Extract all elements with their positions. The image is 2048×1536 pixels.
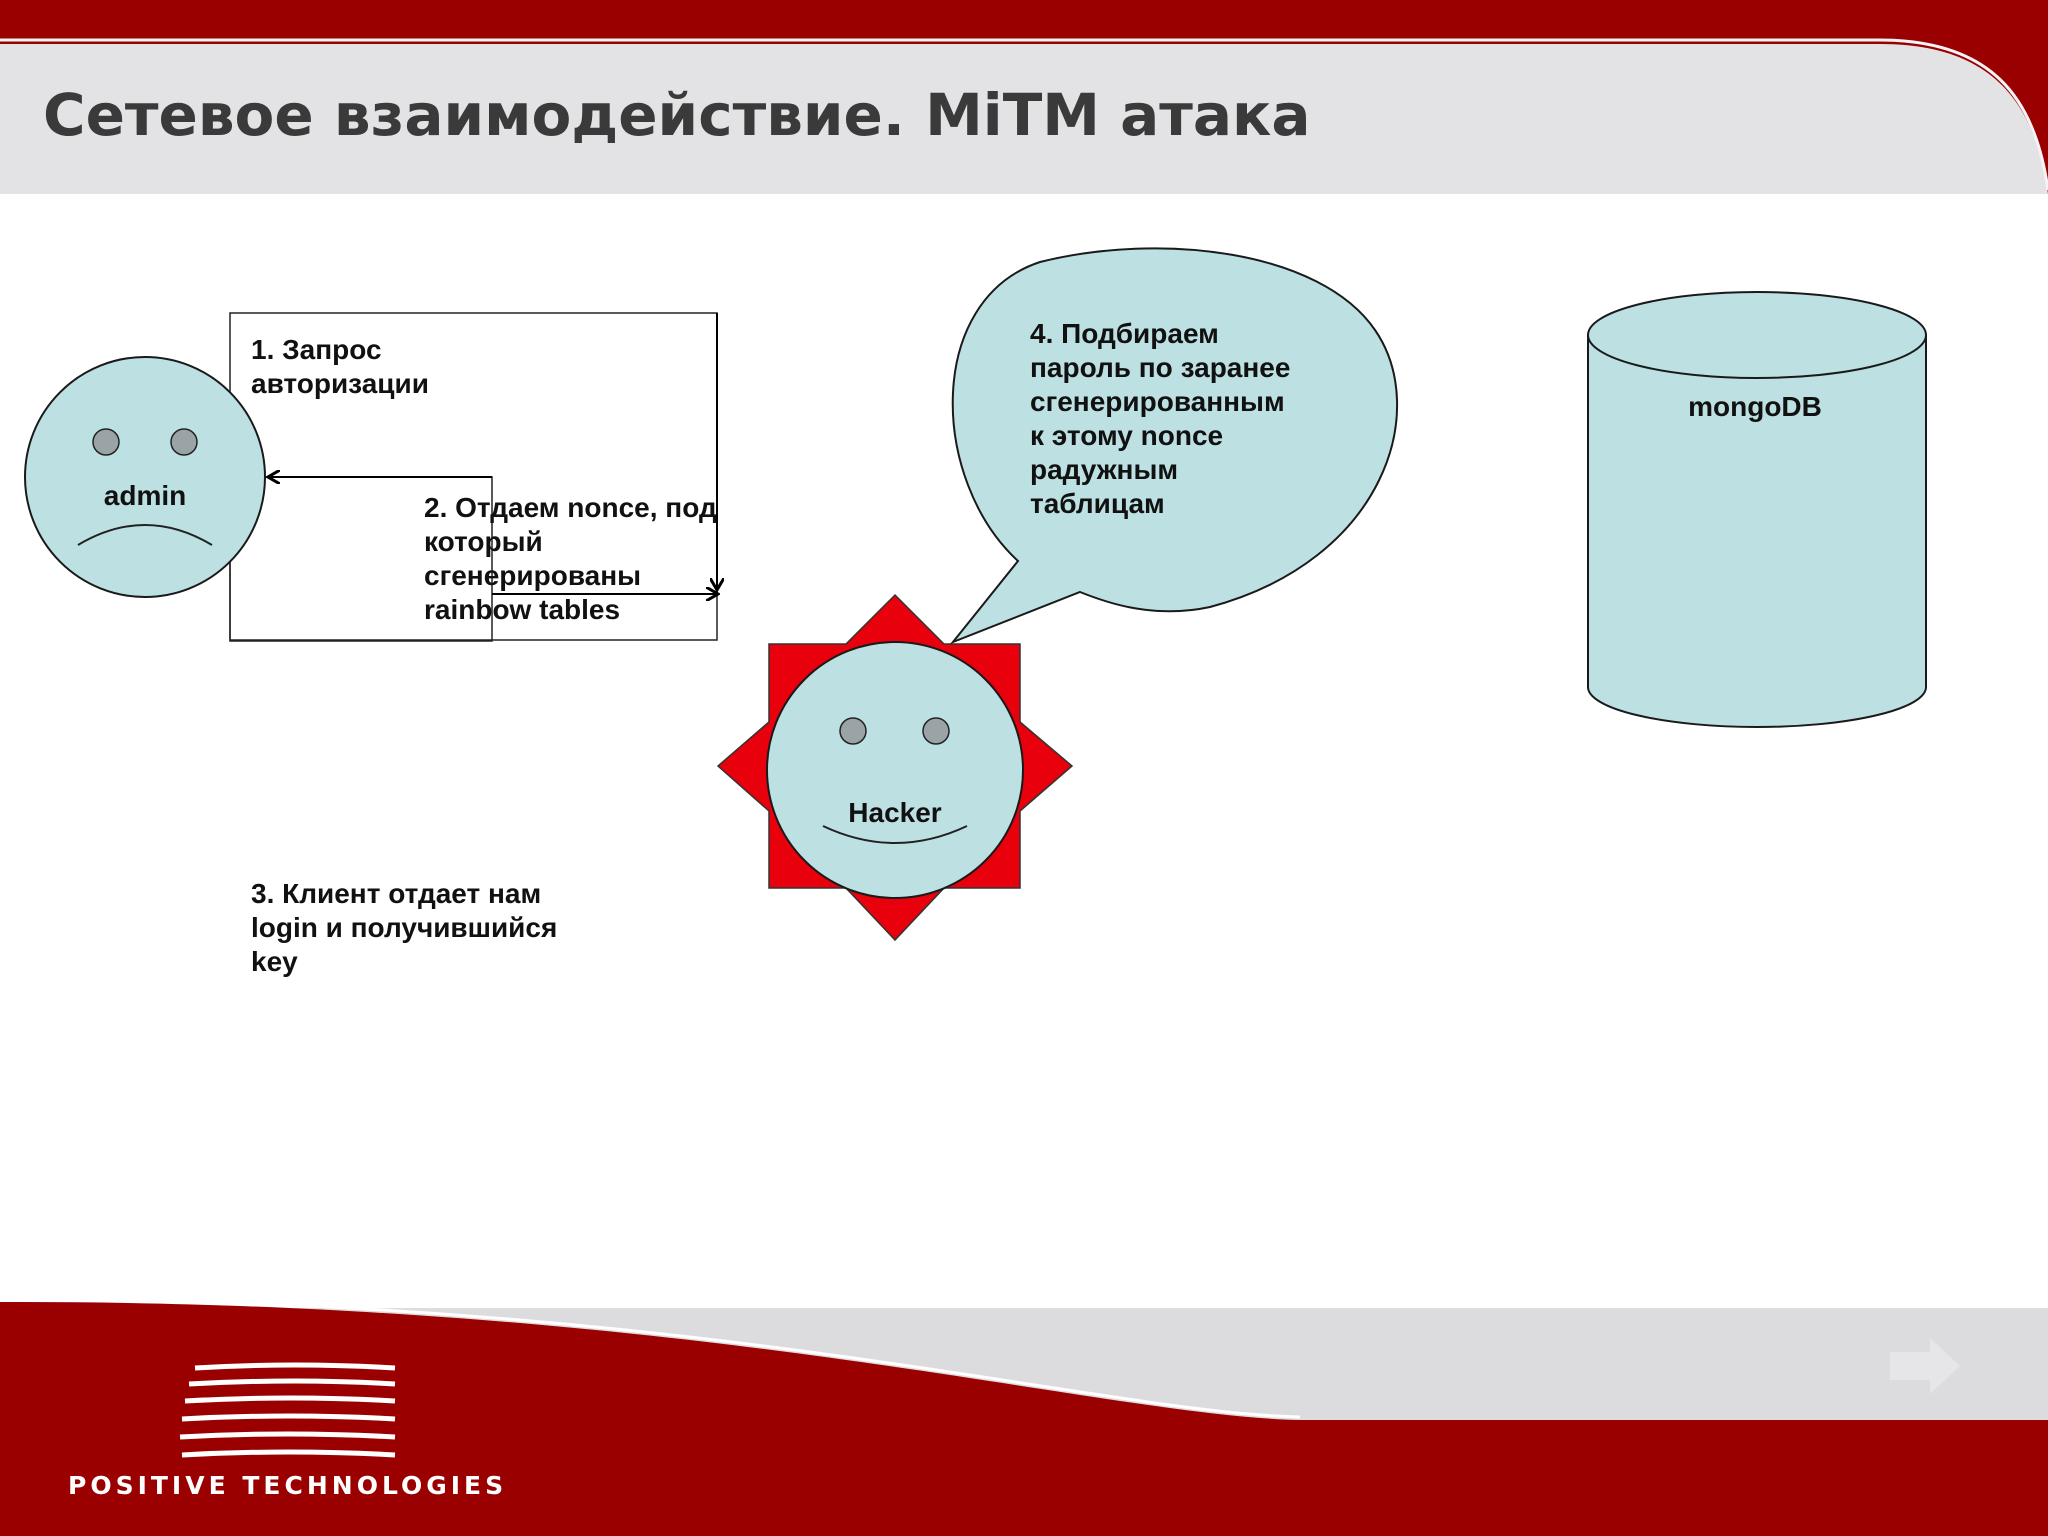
step2-line: который <box>424 526 543 557</box>
step4-line: к этому nonce <box>1030 420 1224 451</box>
step3-text <box>251 878 565 977</box>
step2-line: rainbow tables <box>424 594 621 625</box>
page-title: Сетевое взаимодействие. MiTM атака <box>43 81 1311 149</box>
admin-left-eye <box>93 429 119 455</box>
speech-bubble <box>953 248 1397 642</box>
admin-face <box>25 357 265 597</box>
step4-line: сгенерированным <box>1030 386 1285 417</box>
step2-text <box>424 492 725 625</box>
footer-band <box>0 1299 2048 1536</box>
step3-line: 3. Клиент отдает нам <box>251 878 542 909</box>
step4-line: 4. Подбираем <box>1030 318 1219 349</box>
step2-line: 2. Отдаем nonce, под <box>424 492 717 523</box>
step4-line: таблицам <box>1030 488 1165 519</box>
step4-line: пароль по заранее <box>1030 352 1291 383</box>
logo-text: POSITIVE TECHNOLOGIES <box>68 1471 508 1500</box>
admin-right-eye <box>171 429 197 455</box>
step3-line: login и получившийся <box>251 912 558 943</box>
step2-line: сгенерированы <box>424 560 642 591</box>
hacker-left-eye <box>840 718 866 744</box>
step1-line: авторизации <box>251 368 429 399</box>
header-band <box>0 0 2048 194</box>
database-label: mongoDB <box>1688 391 1822 422</box>
database-top <box>1588 292 1926 378</box>
step3-line: key <box>251 946 298 977</box>
database-cylinder <box>1588 292 1926 727</box>
step4-line: радужным <box>1030 454 1179 485</box>
hacker-face <box>718 595 1072 940</box>
hacker-label: Hacker <box>848 797 942 828</box>
admin-label: admin <box>103 480 187 511</box>
hacker-right-eye <box>923 718 949 744</box>
step1-line: 1. Запрос <box>251 334 382 365</box>
step1-text <box>251 334 429 399</box>
